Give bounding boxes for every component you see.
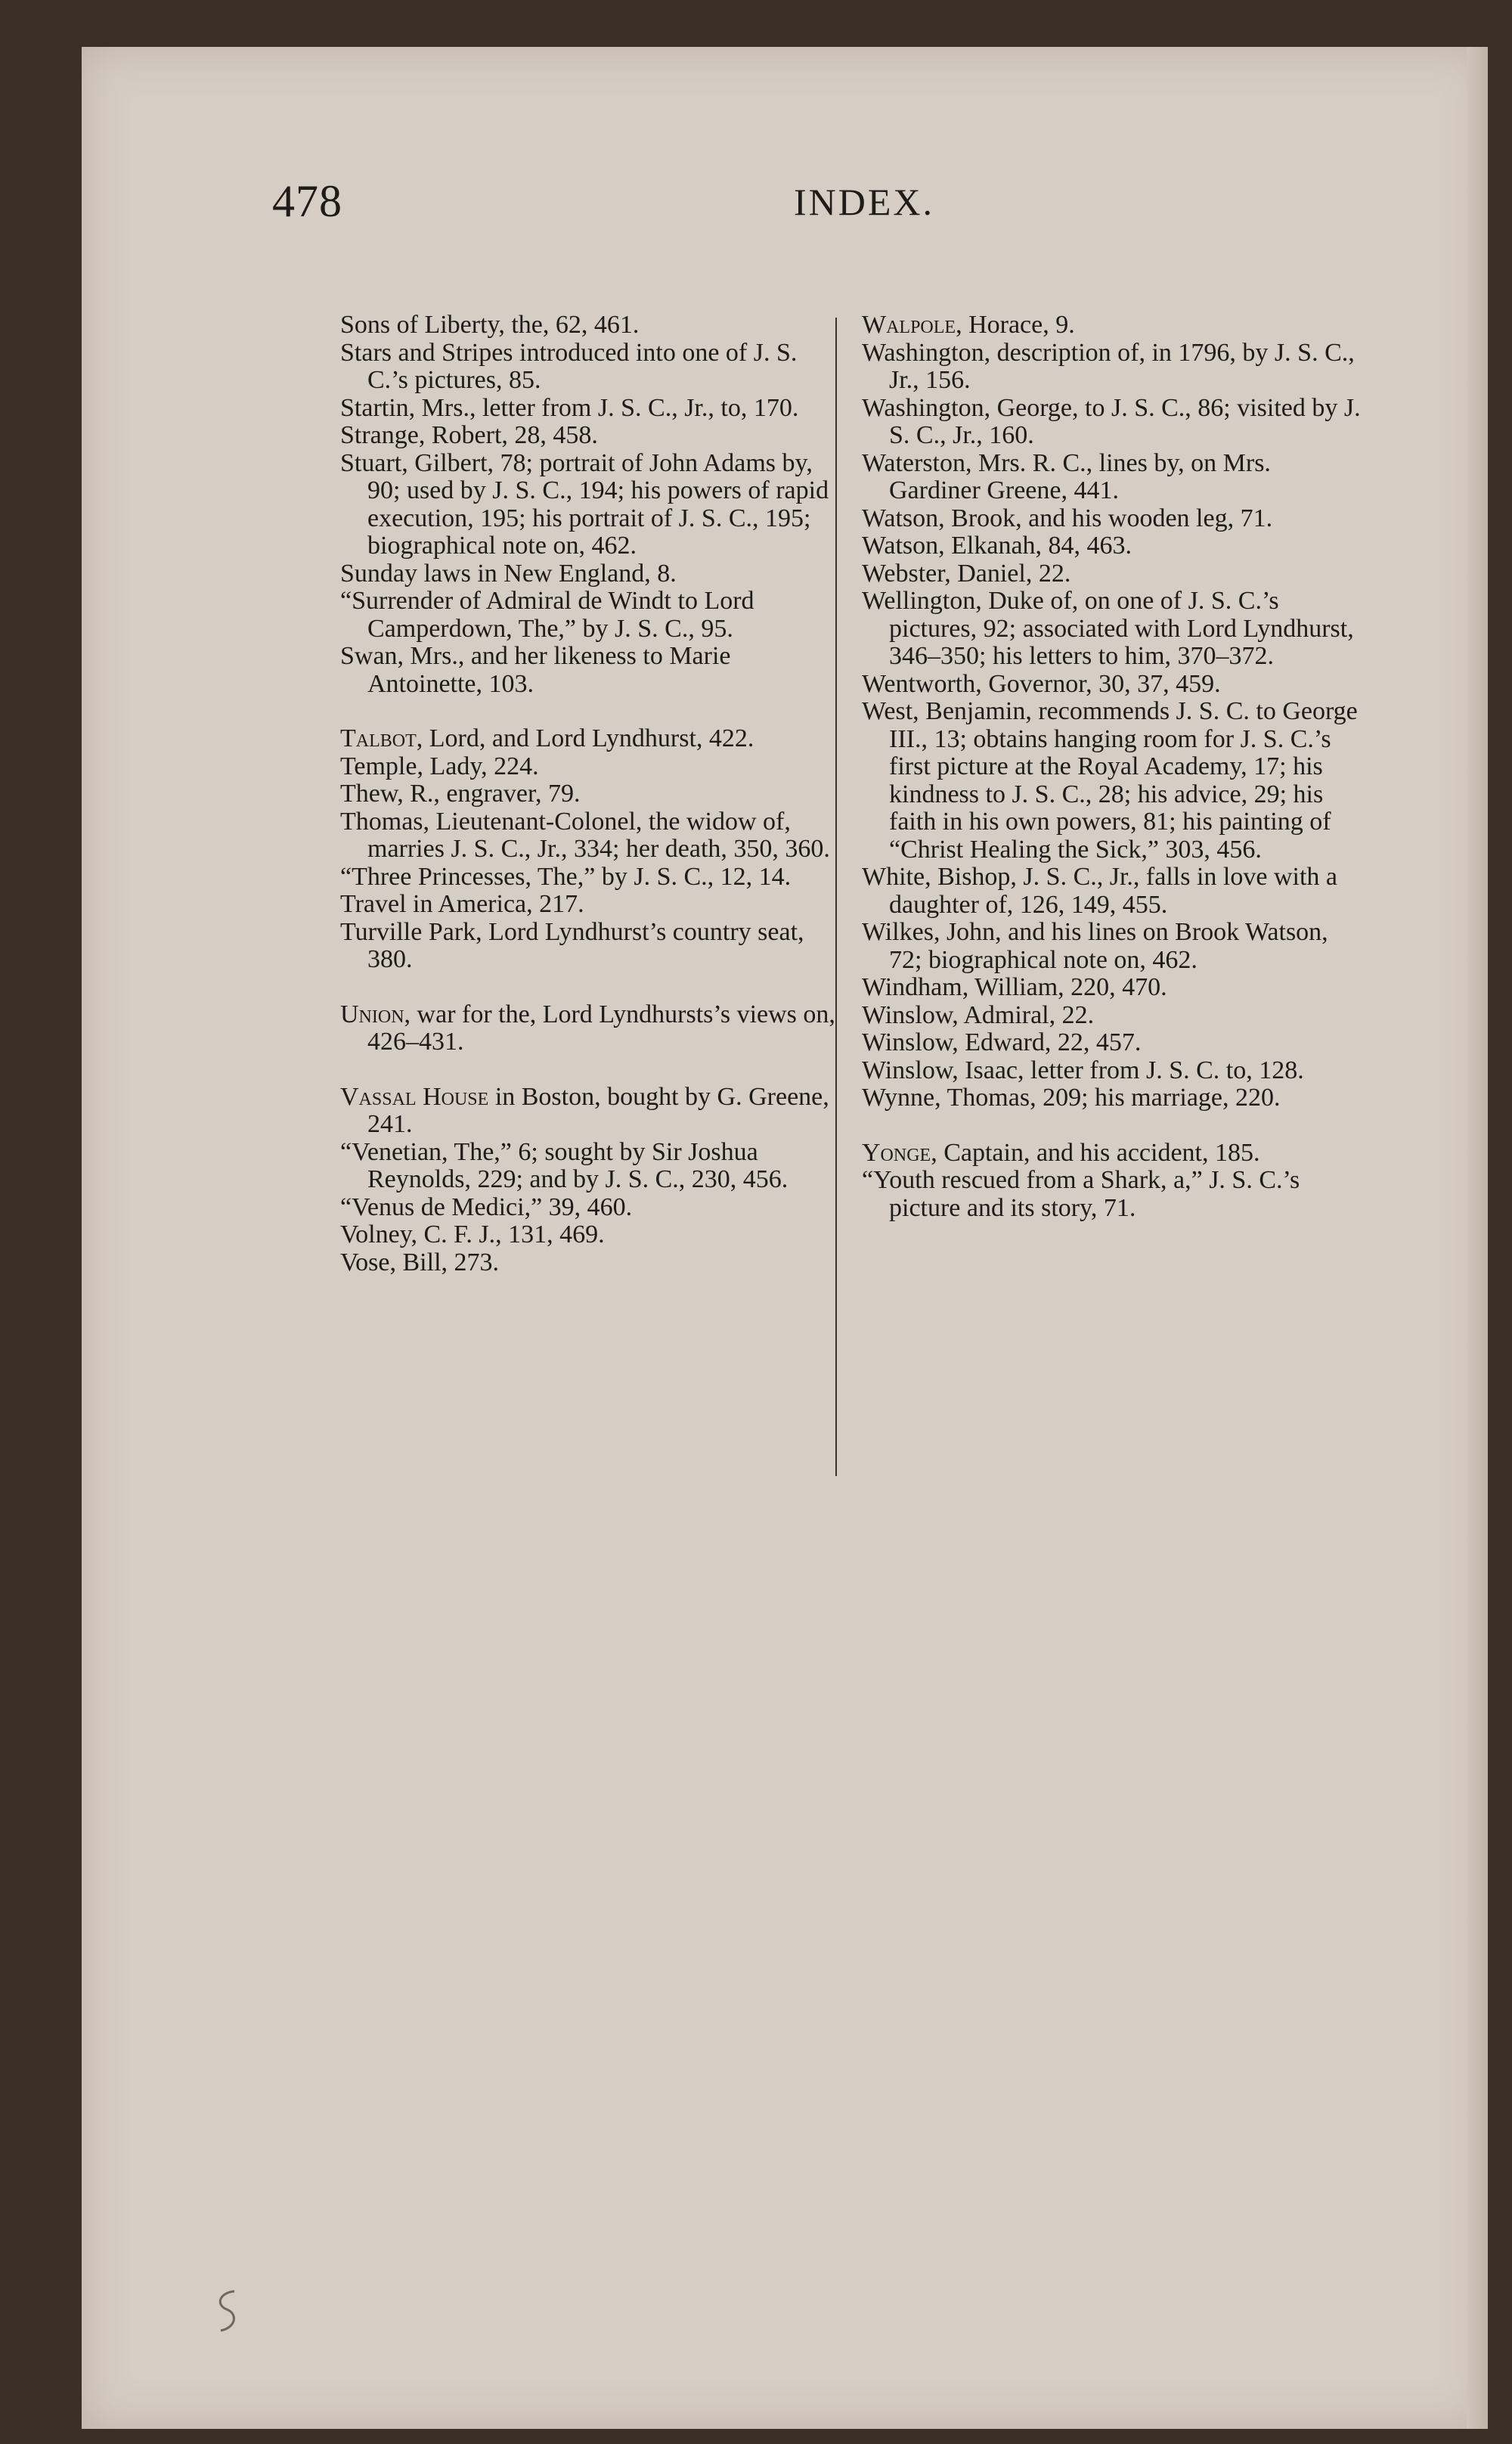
entry-text: , Horace, 9. xyxy=(956,311,1075,339)
entry-text: Webster, Daniel, 22. xyxy=(862,559,1071,588)
page-edge xyxy=(1467,47,1488,2429)
section-gap xyxy=(340,974,839,1001)
entry-text: Winslow, Edward, 22, 457. xyxy=(862,1028,1142,1056)
entry-text: Thew, R., engraver, 79. xyxy=(340,780,581,808)
section-gap xyxy=(340,698,839,725)
entry-text: Wilkes, John, and his lines on Brook Watson, 72; biographical note on, 462. xyxy=(862,918,1328,974)
entry-text: Windham, William, 220, 470. xyxy=(862,973,1167,1001)
page-number: 478 xyxy=(272,176,342,226)
entry-text: Startin, Mrs., letter from J. S. C., Jr., to, 170. xyxy=(340,393,799,422)
index-entry xyxy=(862,395,1361,450)
entry-text: Waterston, Mrs. R. C., lines by, on Mrs. Gardiner Greene, 441. xyxy=(862,448,1271,504)
entry-text: Strange, Robert, 28, 458. xyxy=(340,421,598,449)
entry-text: , Captain, and his accident, 185. xyxy=(931,1138,1260,1167)
index-entry xyxy=(862,340,1361,395)
index-entry xyxy=(340,588,839,643)
entry-text: “Three Princesses, The,” by J. S. C., 12, 14. xyxy=(340,862,792,891)
index-entry xyxy=(340,450,839,560)
entry-text: Travel in America, 217. xyxy=(340,890,584,918)
index-entry xyxy=(862,919,1361,974)
index-column-left xyxy=(340,312,839,1276)
entry-text: , war for the, Lord Lyndhursts’s views on, 426–431. xyxy=(367,1000,835,1056)
entry-text: Winslow, Admiral, 22. xyxy=(862,1000,1095,1029)
index-entry xyxy=(340,1001,839,1056)
index-entry xyxy=(340,780,839,808)
index-entry xyxy=(340,725,839,753)
entry-text: Thomas, Lieutenant-Colonel, the widow of, marries J. S. C., Jr., 334; her death, 350, 360. xyxy=(340,807,830,863)
index-entry xyxy=(340,1249,839,1277)
entry-lead-word: Union xyxy=(340,1000,404,1028)
entry-text: West, Benjamin, recommends J. S. C. to George III., 13; obtains hanging room for J. S. C.’s first picture at the Royal Academy, 17; his kindness to J. S. C., 28; his advice, 29; his faith in his own powers, 81; his painting of “Christ Healing the Sick,” 303, 456. xyxy=(862,697,1358,864)
index-entry xyxy=(862,532,1361,560)
entry-lead-word: Yonge xyxy=(862,1138,931,1167)
entry-text: “Youth rescued from a Shark, a,” J. S. C.’s picture and its story, 71. xyxy=(862,1166,1300,1222)
entry-text: Volney, C. F. J., 131, 469. xyxy=(340,1220,605,1248)
index-entry xyxy=(862,864,1361,919)
index-entry xyxy=(862,974,1361,1002)
index-entry xyxy=(340,643,839,698)
index-entry xyxy=(862,1167,1361,1222)
index-entry xyxy=(340,422,839,450)
index-entry xyxy=(340,808,839,864)
index-entry xyxy=(862,560,1361,588)
index-entry xyxy=(340,891,839,919)
entry-text: Turville Park, Lord Lyndhurst’s country seat, 380. xyxy=(340,917,804,973)
entry-text: Sunday laws in New England, 8. xyxy=(340,559,677,588)
section-gap xyxy=(862,1112,1361,1140)
entry-text: “Surrender of Admiral de Windt to Lord Camperdown, The,” by J. S. C., 95. xyxy=(340,587,754,643)
entry-lead-word: Walpole xyxy=(862,311,956,339)
page-header xyxy=(272,175,1383,236)
index-entry xyxy=(340,312,839,340)
section-gap xyxy=(340,1056,839,1084)
column-rule xyxy=(835,318,837,1476)
entry-text: Washington, description of, in 1796, by J. S. C., Jr., 156. xyxy=(862,338,1355,394)
index-entry xyxy=(340,753,839,781)
index-entry xyxy=(340,1221,839,1249)
entry-text: Wentworth, Governor, 30, 37, 459. xyxy=(862,669,1221,698)
index-entry xyxy=(340,560,839,588)
index-entry xyxy=(862,1002,1361,1030)
entry-text: Wellington, Duke of, on one of J. S. C.’s pictures, 92; associated with Lord Lyndhurst, 346–350; his letters to him, 370–372. xyxy=(862,587,1354,670)
entry-text: White, Bishop, J. S. C., Jr., falls in love with a daughter of, 126, 149, 455. xyxy=(862,863,1337,919)
entry-lead-word: Talbot xyxy=(340,724,417,752)
entry-text: Wynne, Thomas, 209; his marriage, 220. xyxy=(862,1084,1281,1112)
entry-text: Watson, Brook, and his wooden leg, 71. xyxy=(862,504,1273,532)
index-entry xyxy=(340,1194,839,1222)
entry-text: in Boston, bought by G. Greene, 241. xyxy=(367,1082,829,1138)
entry-text: Winslow, Isaac, letter from J. S. C. to, 128. xyxy=(862,1056,1304,1084)
entry-text: Stars and Stripes introduced into one of J. S. C.’s pictures, 85. xyxy=(340,338,798,394)
entry-text: Watson, Elkanah, 84, 463. xyxy=(862,532,1132,560)
running-head: INDEX. xyxy=(794,181,935,223)
index-entry xyxy=(862,671,1361,699)
index-entry xyxy=(340,1139,839,1194)
pencil-mark-icon xyxy=(204,2284,257,2344)
index-entry xyxy=(340,1084,839,1139)
entry-text: Stuart, Gilbert, 78; portrait of John Adams by, 90; used by J. S. C., 194; his powers of rapid execution, 195; his portrait of J. S. C., 195; biographical note on, 462. xyxy=(340,448,829,560)
index-entry xyxy=(340,395,839,423)
index-entry xyxy=(862,1084,1361,1112)
index-entry xyxy=(340,864,839,892)
index-entry xyxy=(340,340,839,395)
entry-text: Temple, Lady, 224. xyxy=(340,752,539,780)
index-entry xyxy=(340,919,839,974)
entry-text: Vose, Bill, 273. xyxy=(340,1248,500,1276)
entry-text: “Venetian, The,” 6; sought by Sir Joshua Reynolds, 229; and by J. S. C., 230, 456. xyxy=(340,1137,789,1193)
entry-text: Swan, Mrs., and her likeness to Marie Antoinette, 103. xyxy=(340,642,731,698)
index-entry xyxy=(862,698,1361,864)
entry-text: Sons of Liberty, the, 62, 461. xyxy=(340,311,640,339)
entry-text: , Lord, and Lord Lyndhurst, 422. xyxy=(416,724,754,752)
index-entry xyxy=(862,505,1361,533)
entry-lead-word: Vassal House xyxy=(340,1082,489,1111)
index-entry xyxy=(862,1057,1361,1085)
index-entry xyxy=(862,1029,1361,1057)
entry-text: Washington, George, to J. S. C., 86; visited by J. S. C., Jr., 160. xyxy=(862,393,1361,449)
index-entry xyxy=(862,1140,1361,1168)
index-entry xyxy=(862,588,1361,671)
index-column-right xyxy=(862,312,1361,1222)
entry-text: “Venus de Medici,” 39, 460. xyxy=(340,1193,633,1221)
index-entry xyxy=(862,312,1361,340)
index-entry xyxy=(862,450,1361,505)
